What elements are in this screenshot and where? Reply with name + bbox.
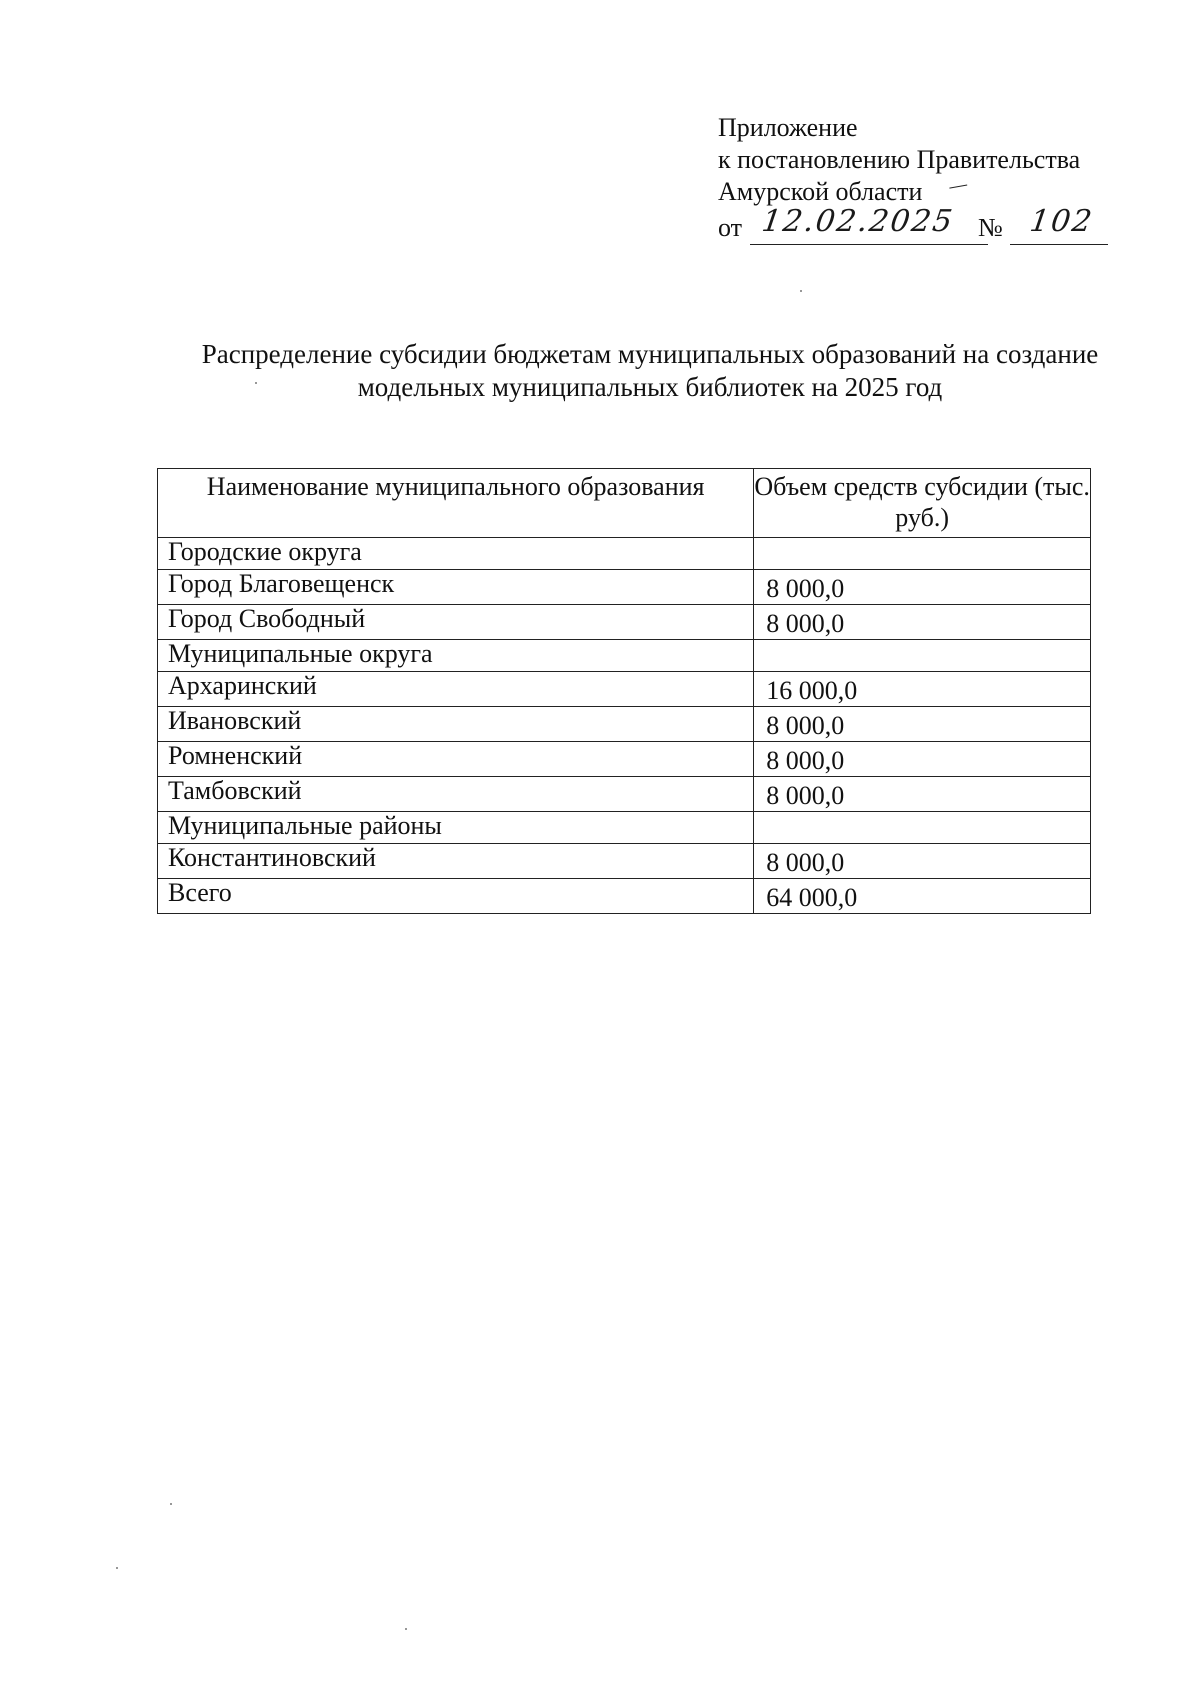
table-row xyxy=(158,812,1091,844)
table-row xyxy=(158,844,1091,879)
row-amount-cell xyxy=(754,777,1091,812)
row-amount xyxy=(754,640,1090,644)
date-field xyxy=(750,204,988,245)
row-name-cell xyxy=(158,812,754,844)
table-row xyxy=(158,570,1091,605)
row-amount-cell xyxy=(754,570,1091,605)
row-name: Муниципальные округа xyxy=(168,639,433,668)
appendix-resolution: к постановлению Правительства xyxy=(718,145,1081,174)
row-amount-cell xyxy=(754,812,1091,844)
row-name: Всего xyxy=(168,878,232,907)
row-name-cell xyxy=(158,538,754,570)
row-name: Город Благовещенск xyxy=(168,569,395,598)
document-title xyxy=(150,338,1150,404)
table-row xyxy=(158,605,1091,640)
row-amount-cell xyxy=(754,672,1091,707)
row-name: Городские округа xyxy=(168,537,362,566)
row-name: Ромненский xyxy=(168,741,303,770)
number-sign: № xyxy=(978,213,1003,242)
subsidy-table xyxy=(157,468,1091,914)
handwritten-date: 12.02.2025 xyxy=(759,204,957,239)
table-row xyxy=(158,538,1091,570)
scan-speck xyxy=(170,1503,172,1505)
row-name: Ивановский xyxy=(168,706,302,735)
number-field xyxy=(1010,204,1108,245)
row-name: Константиновский xyxy=(168,843,376,872)
table-row xyxy=(158,742,1091,777)
row-amount: 8 000,0 xyxy=(766,746,845,775)
scan-speck xyxy=(255,382,257,384)
row-amount-cell xyxy=(754,742,1091,777)
scan-speck xyxy=(116,1567,118,1569)
scan-speck xyxy=(405,1628,407,1630)
row-name-cell xyxy=(158,640,754,672)
table-row xyxy=(158,707,1091,742)
appendix-region: Амурской области xyxy=(718,177,923,206)
row-name-cell xyxy=(158,742,754,777)
table-row xyxy=(158,640,1091,672)
row-name: Тамбовский xyxy=(168,776,302,805)
row-amount-cell xyxy=(754,844,1091,879)
table-body xyxy=(158,538,1091,914)
date-prefix: от xyxy=(718,213,743,242)
row-name-cell xyxy=(158,844,754,879)
row-name-cell xyxy=(158,672,754,707)
title-line-2: модельных муниципальных библиотек на 2025 год xyxy=(357,372,943,402)
row-amount-cell xyxy=(754,538,1091,570)
row-amount: 8 000,0 xyxy=(766,781,845,810)
row-amount: 8 000,0 xyxy=(766,609,845,638)
appendix-block xyxy=(718,112,1158,248)
row-name-cell xyxy=(158,879,754,914)
row-name-cell xyxy=(158,707,754,742)
row-amount: 16 000,0 xyxy=(766,676,858,705)
row-amount-cell xyxy=(754,640,1091,672)
row-amount-cell xyxy=(754,605,1091,640)
row-amount: 8 000,0 xyxy=(766,574,845,603)
row-amount: 64 000,0 xyxy=(766,883,858,912)
scan-speck xyxy=(800,290,802,292)
row-amount xyxy=(754,538,1090,542)
row-amount: 8 000,0 xyxy=(766,711,845,740)
row-amount-cell xyxy=(754,879,1091,914)
row-name: Муниципальные районы xyxy=(168,811,442,840)
table-header-row xyxy=(158,469,1091,538)
header-amount: Объем средств субсидии (тыс. руб.) xyxy=(754,469,1091,538)
row-amount xyxy=(754,812,1090,816)
row-name: Архаринский xyxy=(168,671,317,700)
appendix-date-line xyxy=(718,204,1158,248)
row-name: Город Свободный xyxy=(168,604,366,633)
table-row xyxy=(158,879,1091,914)
appendix-label: Приложение xyxy=(718,113,858,142)
title-line-1: Распределение субсидии бюджетам муниципальных образований на создание xyxy=(201,339,1099,369)
row-name-cell xyxy=(158,570,754,605)
row-amount-cell xyxy=(754,707,1091,742)
table-row xyxy=(158,777,1091,812)
table-row xyxy=(158,672,1091,707)
row-name-cell xyxy=(158,777,754,812)
handwritten-number: 102 xyxy=(1027,204,1096,239)
header-name: Наименование муниципального образования xyxy=(158,469,754,538)
row-name-cell xyxy=(158,605,754,640)
row-amount: 8 000,0 xyxy=(766,848,845,877)
